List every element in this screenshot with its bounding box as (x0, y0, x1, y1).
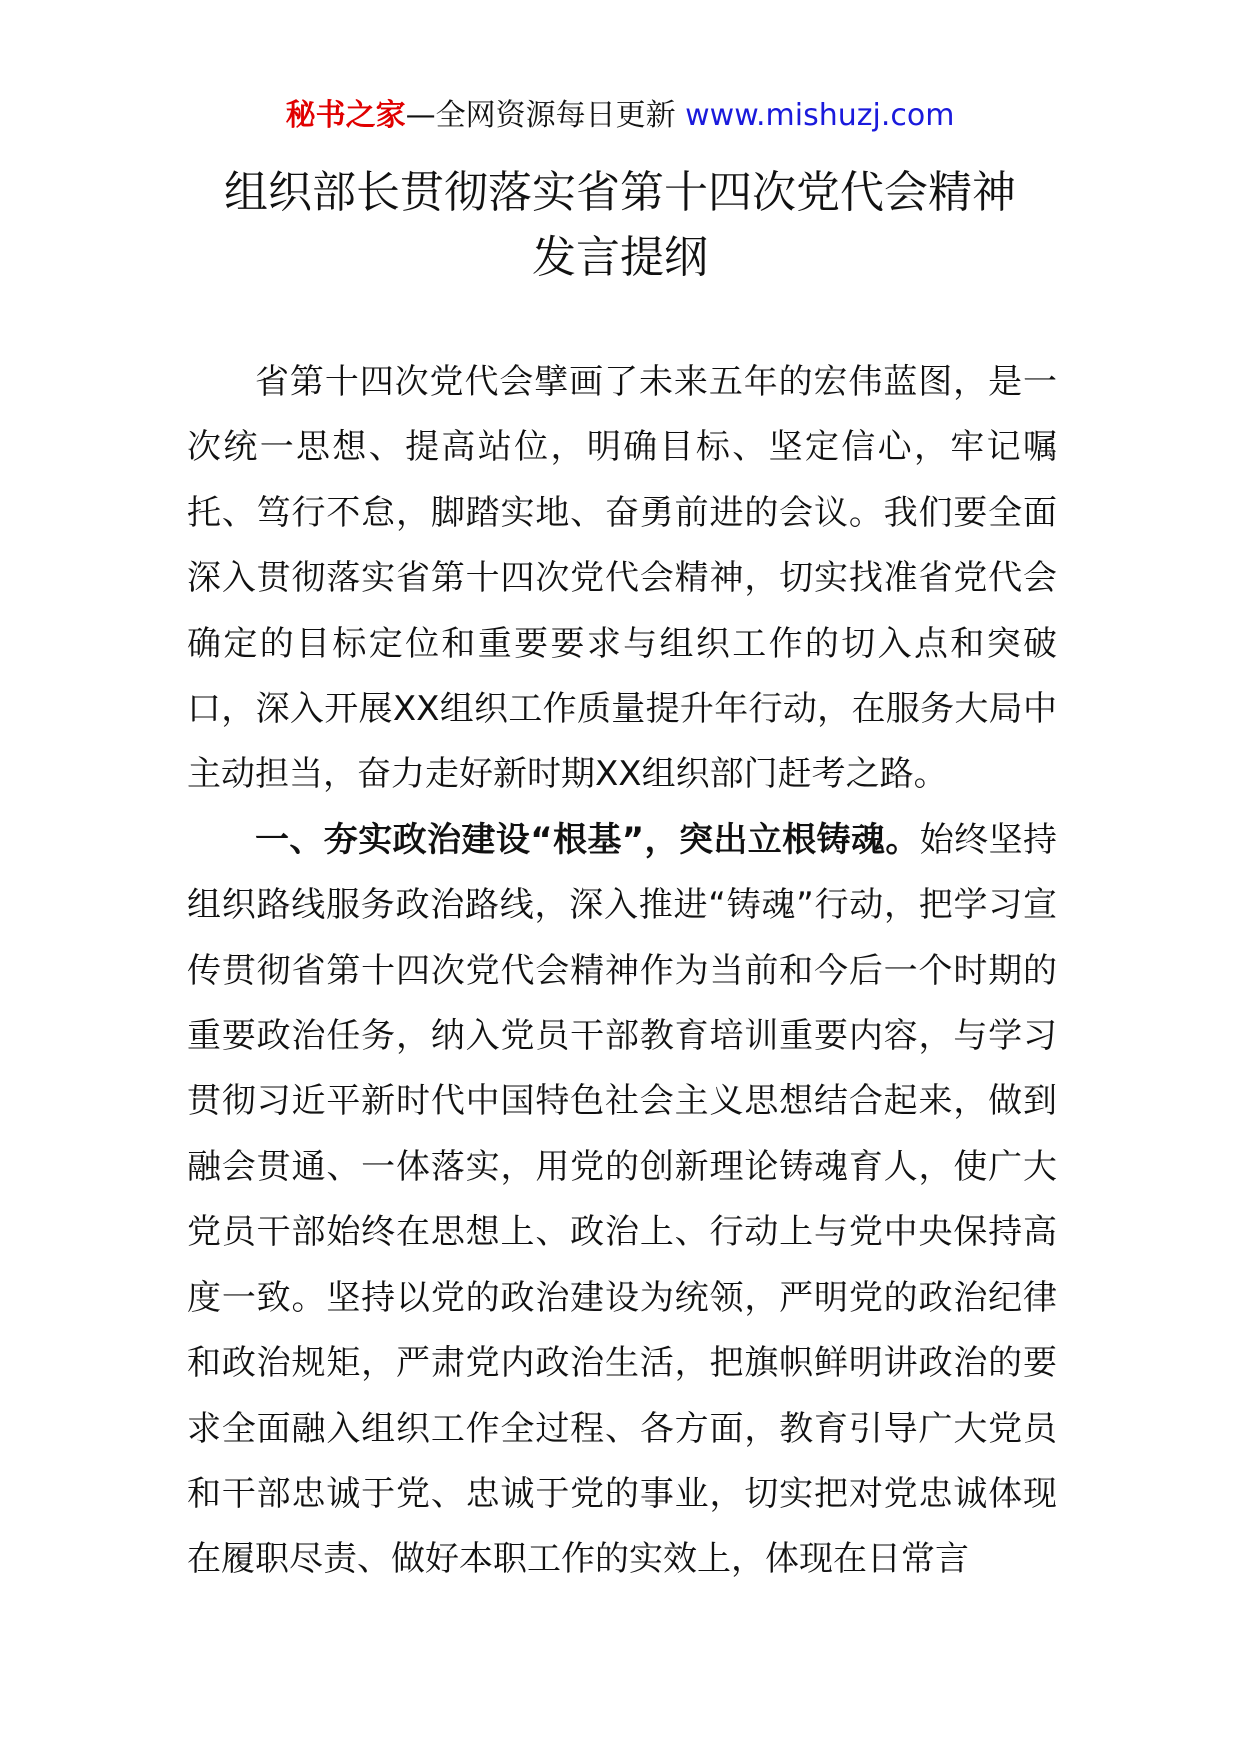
paragraph-text: 始终坚持组织路线服务政治路线，深入推进“铸魂”行动，把学习宣传贯彻省第十四次党代会精神作为当前和今后一个时期的重要政治任务，纳入党员干部教育培训重要内容，与学习贯彻习近平新时代中国特色社会主义思想结合起来，做到融会贯通、一体落实，用党的创新理论铸魂育人，使广大党员干部始终在思想上、政治上、行动上与党中央保持高度一致。坚持以党的政治建设为统领，严明党的政治纪律和政治规矩，严肃党内政治生活，把旗帜鲜明讲政治的要求全面融入组织工作全过程、各方面，教育引导广大党员和干部忠诚于党、忠诚于党的事业，切实把对党忠诚体现在履职尽责、做好本职工作的实效上，体现在日常言 (187, 819, 1057, 1580)
header-tagline: —全网资源每日更新 (405, 98, 676, 133)
paragraph-section-1 (187, 808, 1057, 1593)
paragraph-intro (187, 350, 1057, 808)
brand-name: 秘书之家 (285, 98, 406, 133)
title-line-2: 发言提纲 (532, 232, 708, 283)
document-title (0, 160, 1240, 290)
title-line-1: 组织部长贯彻落实省第十四次党代会精神 (224, 167, 1016, 218)
site-url-link[interactable]: www.mishuzj.com (685, 98, 955, 133)
document-body (187, 350, 1057, 1593)
paragraph-text: 省第十四次党代会擘画了未来五年的宏伟蓝图，是一次统一思想、提高站位，明确目标、坚定信心，牢记嘱托、笃行不怠，脚踏实地、奋勇前进的会议。我们要全面深入贯彻落实省第十四次党代会精神，切实找准省党代会确定的目标定位和重要要求与组织工作的切入点和突破口，深入开展XX组织工作质量提升年行动，在服务大局中主动担当，奋力走好新时期XX组织部门赶考之路。 (187, 362, 1057, 795)
site-header (0, 96, 1240, 136)
section-heading: 一、夯实政治建设“根基”，突出立根铸魂。 (255, 819, 920, 860)
